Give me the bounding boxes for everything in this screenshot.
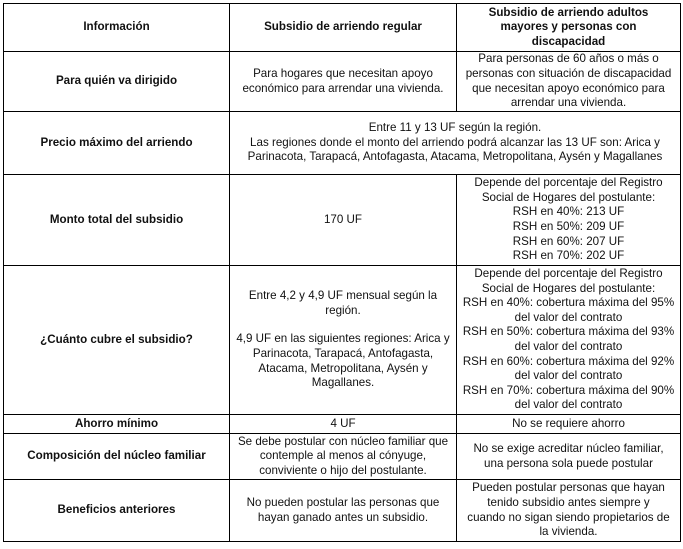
cell-mayores: Pueden postular personas que hayan tenido subsidio antes siempre y cuando no sigan siendo propietarios de la vivienda. xyxy=(457,480,681,542)
cell-regular: Para hogares que necesitan apoyo económico para arrendar una vivienda. xyxy=(230,52,457,112)
table-row-nucleo-familiar xyxy=(4,434,681,480)
header-row xyxy=(4,4,681,52)
cell-regular: Se debe postular con núcleo familiar que contemple al menos al cónyuge, conviviente o hijo del postulante. xyxy=(230,434,457,480)
cell-merged-precio xyxy=(230,112,681,175)
cobertura-line: RSH en 40%: cobertura máxima del 95% del valor del contrato xyxy=(462,296,675,324)
row-label: Composición del núcleo familiar xyxy=(4,434,230,480)
paragraph-gap xyxy=(236,318,450,332)
monto-line: RSH en 40%: 213 UF xyxy=(512,205,625,219)
row-label: Monto total del subsidio xyxy=(4,175,230,266)
precio-line-2: Las regiones donde el monto del arriendo podrá alcanzar las 13 UF son: Arica y Parinacota, Tarapacá, Antofagasta, Atacama, Metropolitana, Aysén y Magallanes xyxy=(247,135,663,164)
monto-line: RSH en 70%: 202 UF xyxy=(512,249,625,263)
cell-mayores: Para personas de 60 años o más o personas con situación de discapacidad que necesitan apoyo económico para arrendar una vivienda. xyxy=(457,52,681,112)
table-row-cobertura xyxy=(4,266,681,415)
cell-regular xyxy=(230,266,457,415)
table-row-precio-maximo xyxy=(4,112,681,175)
cobertura-line: RSH en 50%: cobertura máxima del 93% del valor del contrato xyxy=(462,325,675,353)
cell-mayores xyxy=(457,266,681,415)
table-row-dirigido xyxy=(4,52,681,112)
row-label: Para quién va dirigido xyxy=(4,52,230,112)
cell-regular: 170 UF xyxy=(230,175,457,266)
row-label: Precio máximo del arriendo xyxy=(4,112,230,175)
row-label: ¿Cuánto cubre el subsidio? xyxy=(4,266,230,415)
cobertura-intro: Depende del porcentaje del Registro Social de Hogares del postulante: xyxy=(474,267,663,295)
monto-line: RSH en 50%: 209 UF xyxy=(512,220,625,233)
table-row-ahorro xyxy=(4,415,681,434)
header-subsidio-regular: Subsidio de arriendo regular xyxy=(230,4,457,52)
cell-mayores: No se exige acreditar núcleo familiar, una persona sola puede postular xyxy=(457,434,681,480)
table-row-monto-total xyxy=(4,175,681,266)
comparison-table-container xyxy=(3,3,681,542)
comparison-table xyxy=(3,3,681,542)
cobertura-p2: 4,9 UF en las siguientes regiones: Arica y Parinacota, Tarapacá, Antofagasta, Atacama, Metropolitana, Aysén y Magallanes. xyxy=(236,332,450,390)
monto-line: RSH en 60%: 207 UF xyxy=(512,234,625,248)
cell-regular: 4 UF xyxy=(230,415,457,434)
table-row-beneficios xyxy=(4,480,681,542)
monto-intro: Depende del porcentaje del Registro Social de Hogares del postulante: xyxy=(474,176,663,204)
cell-regular: No pueden postular las personas que hayan ganado antes un subsidio. xyxy=(230,480,457,542)
cobertura-line: RSH en 60%: cobertura máxima del 92% del valor del contrato xyxy=(462,354,675,383)
precio-line-1: Entre 11 y 13 UF según la región. xyxy=(368,121,542,135)
cell-mayores: No se requiere ahorro xyxy=(457,415,681,434)
row-label: Ahorro mínimo xyxy=(4,415,230,434)
header-subsidio-mayores: Subsidio de arriendo adultos mayores y personas con discapacidad xyxy=(457,4,681,52)
cell-mayores xyxy=(457,175,681,266)
header-informacion: Información xyxy=(4,4,230,52)
cobertura-line: RSH en 70%: cobertura máxima del 90% del valor del contrato xyxy=(462,383,675,412)
cobertura-p1: Entre 4,2 y 4,9 UF mensual según la región. xyxy=(248,289,438,317)
row-label: Beneficios anteriores xyxy=(4,480,230,542)
